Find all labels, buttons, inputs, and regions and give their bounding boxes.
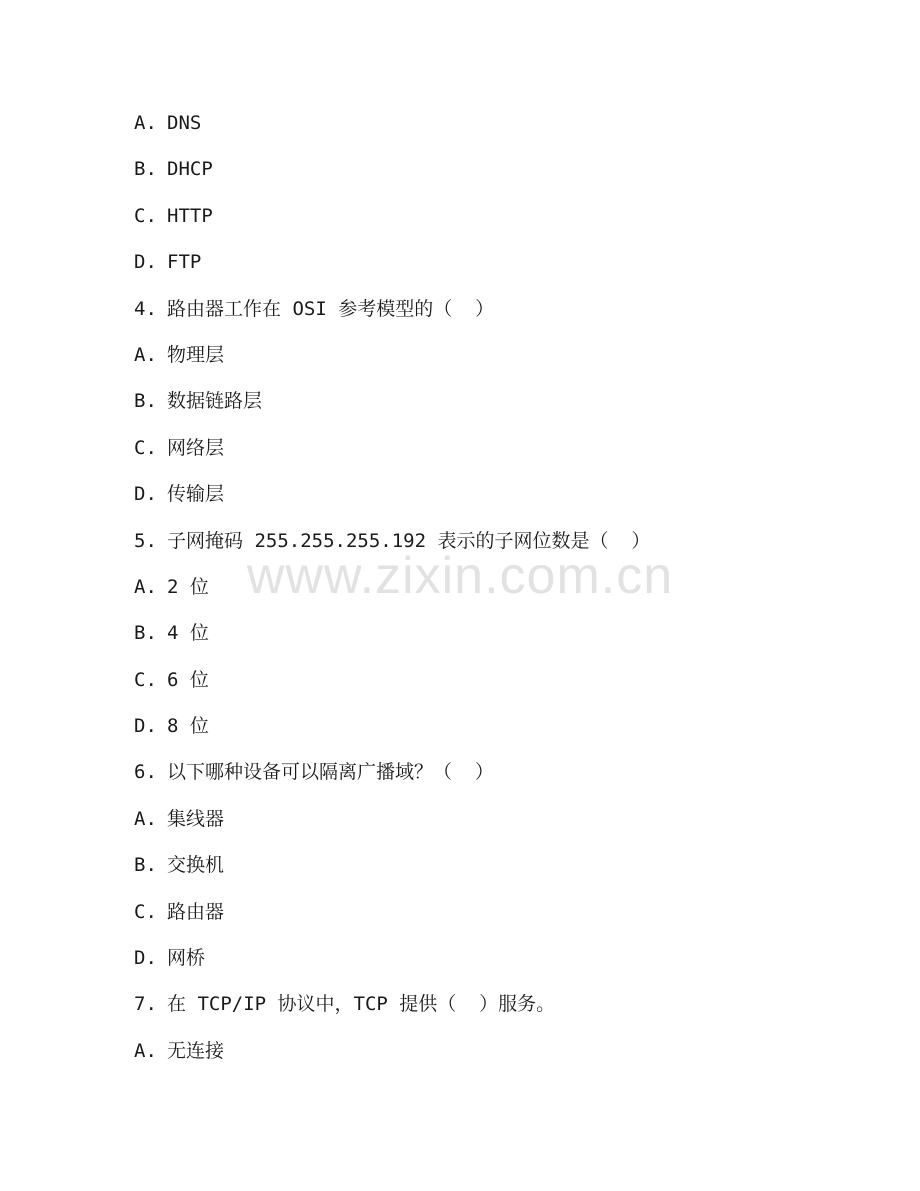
question-line: [134, 987, 650, 1033]
option-line: [134, 338, 650, 384]
option-text: 无连接: [167, 1039, 225, 1062]
option-label: C.: [134, 668, 157, 691]
option-text: 路由器: [167, 900, 225, 923]
question-text: 以下哪种设备可以隔离广播域？（ ）: [167, 761, 494, 784]
question-line: [134, 524, 650, 570]
option-line: [134, 709, 650, 755]
option-text: 传输层: [167, 483, 225, 506]
option-line: [134, 106, 650, 152]
option-line: [134, 245, 650, 291]
option-label: A.: [134, 1039, 157, 1062]
option-text: 2 位: [167, 575, 209, 598]
option-line: [134, 802, 650, 848]
option-line: [134, 941, 650, 987]
option-label: B.: [134, 390, 157, 413]
option-text: FTP: [167, 251, 202, 274]
watermark: www.zixin.com.cn: [246, 547, 674, 605]
question-text: 子网掩码 255.255.255.192 表示的子网位数是（ ）: [167, 529, 651, 552]
option-text: 6 位: [167, 668, 209, 691]
option-label: D.: [134, 251, 157, 274]
option-label: C.: [134, 204, 157, 227]
question-line: [134, 292, 650, 338]
option-line: [134, 199, 650, 245]
question-text: 路由器工作在 OSI 参考模型的（ ）: [167, 297, 495, 320]
option-text: 交换机: [167, 854, 225, 877]
option-text: HTTP: [167, 204, 213, 227]
option-label: B.: [134, 622, 157, 645]
option-label: D.: [134, 483, 157, 506]
question-line: [134, 755, 650, 801]
option-line: [134, 616, 650, 662]
option-text: DHCP: [167, 158, 213, 181]
question-list: [134, 106, 650, 1080]
option-label: B.: [134, 158, 157, 181]
option-label: A.: [134, 112, 157, 134]
option-text: 网络层: [167, 436, 225, 459]
option-text: 数据链路层: [167, 390, 263, 413]
option-text: 8 位: [167, 715, 209, 738]
option-text: 集线器: [167, 807, 225, 830]
option-label: A.: [134, 343, 157, 366]
option-text: 物理层: [167, 343, 225, 366]
option-line: [134, 895, 650, 941]
question-number: 4.: [134, 297, 157, 320]
option-label: A.: [134, 807, 157, 830]
question-number: 7.: [134, 993, 157, 1016]
option-label: D.: [134, 715, 157, 738]
option-line: [134, 384, 650, 430]
option-text: 网桥: [167, 947, 206, 970]
question-number: 6.: [134, 761, 157, 784]
question-number: 5.: [134, 529, 157, 552]
option-line: [134, 477, 650, 523]
option-line: [134, 152, 650, 198]
option-label: B.: [134, 854, 157, 877]
option-line: [134, 431, 650, 477]
option-label: A.: [134, 575, 157, 598]
option-label: C.: [134, 900, 157, 923]
option-line: [134, 848, 650, 894]
option-label: C.: [134, 436, 157, 459]
option-text: DNS: [167, 112, 202, 134]
option-line: [134, 663, 650, 709]
option-line: [134, 570, 650, 616]
option-line: [134, 1034, 650, 1080]
option-label: D.: [134, 947, 157, 970]
question-text: 在 TCP/IP 协议中，TCP 提供（ ）服务。: [167, 993, 556, 1016]
option-text: 4 位: [167, 622, 209, 645]
